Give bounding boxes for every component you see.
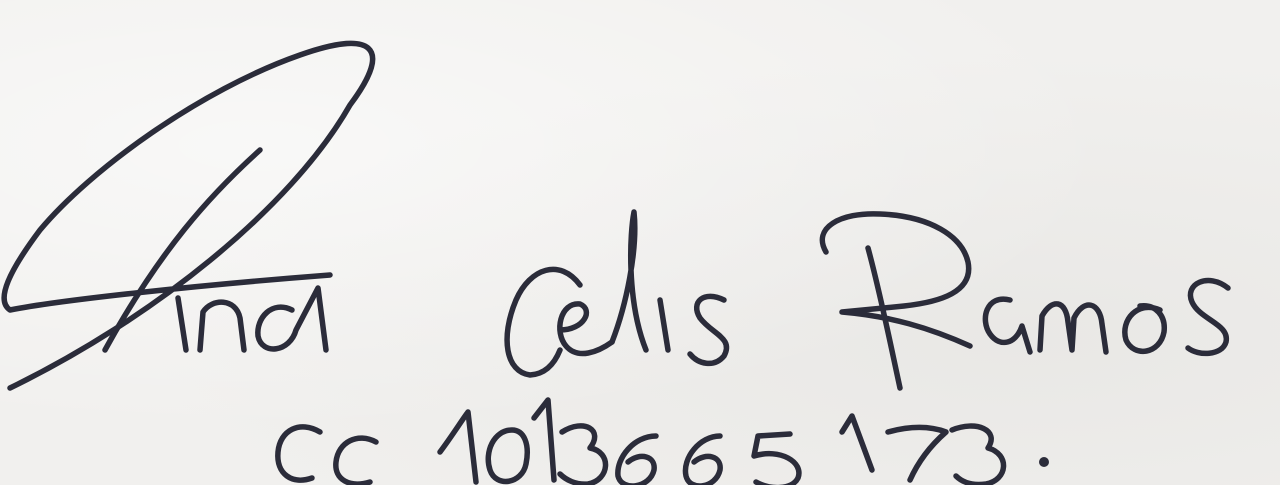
id-stroke-0 [488, 430, 527, 481]
id-stroke-1c [842, 416, 872, 470]
signature-stroke-a [258, 288, 326, 350]
signature-stroke-c [507, 269, 580, 375]
id-stroke-6a [618, 436, 656, 485]
signature-stroke-a2 [985, 299, 1030, 352]
signature-stroke-i [178, 298, 186, 350]
id-stroke-7 [888, 428, 946, 481]
id-stroke-c2 [336, 438, 376, 484]
signature-stroke-i2 [660, 300, 668, 350]
signature-stroke-n [200, 302, 244, 350]
id-stroke-6b [685, 436, 720, 485]
id-stroke-3 [560, 426, 606, 484]
id-stroke-1a [440, 412, 476, 482]
signature-stroke-o [1125, 306, 1164, 352]
signature-stroke-g-loop [4, 43, 372, 388]
id-stroke-5 [754, 434, 799, 485]
signature-stroke-e [560, 304, 612, 354]
signature-stroke-m [1040, 304, 1106, 352]
signature-stroke-s [690, 296, 727, 363]
signature-stroke-l [612, 212, 646, 350]
id-stroke-3b [952, 426, 1004, 484]
signature-stroke-s2 [1188, 281, 1228, 354]
id-stroke-period [1039, 457, 1049, 467]
signature-stroke-r-bowl [822, 214, 970, 346]
id-stroke-c1 [278, 427, 320, 480]
id-stroke-1b [534, 400, 554, 480]
